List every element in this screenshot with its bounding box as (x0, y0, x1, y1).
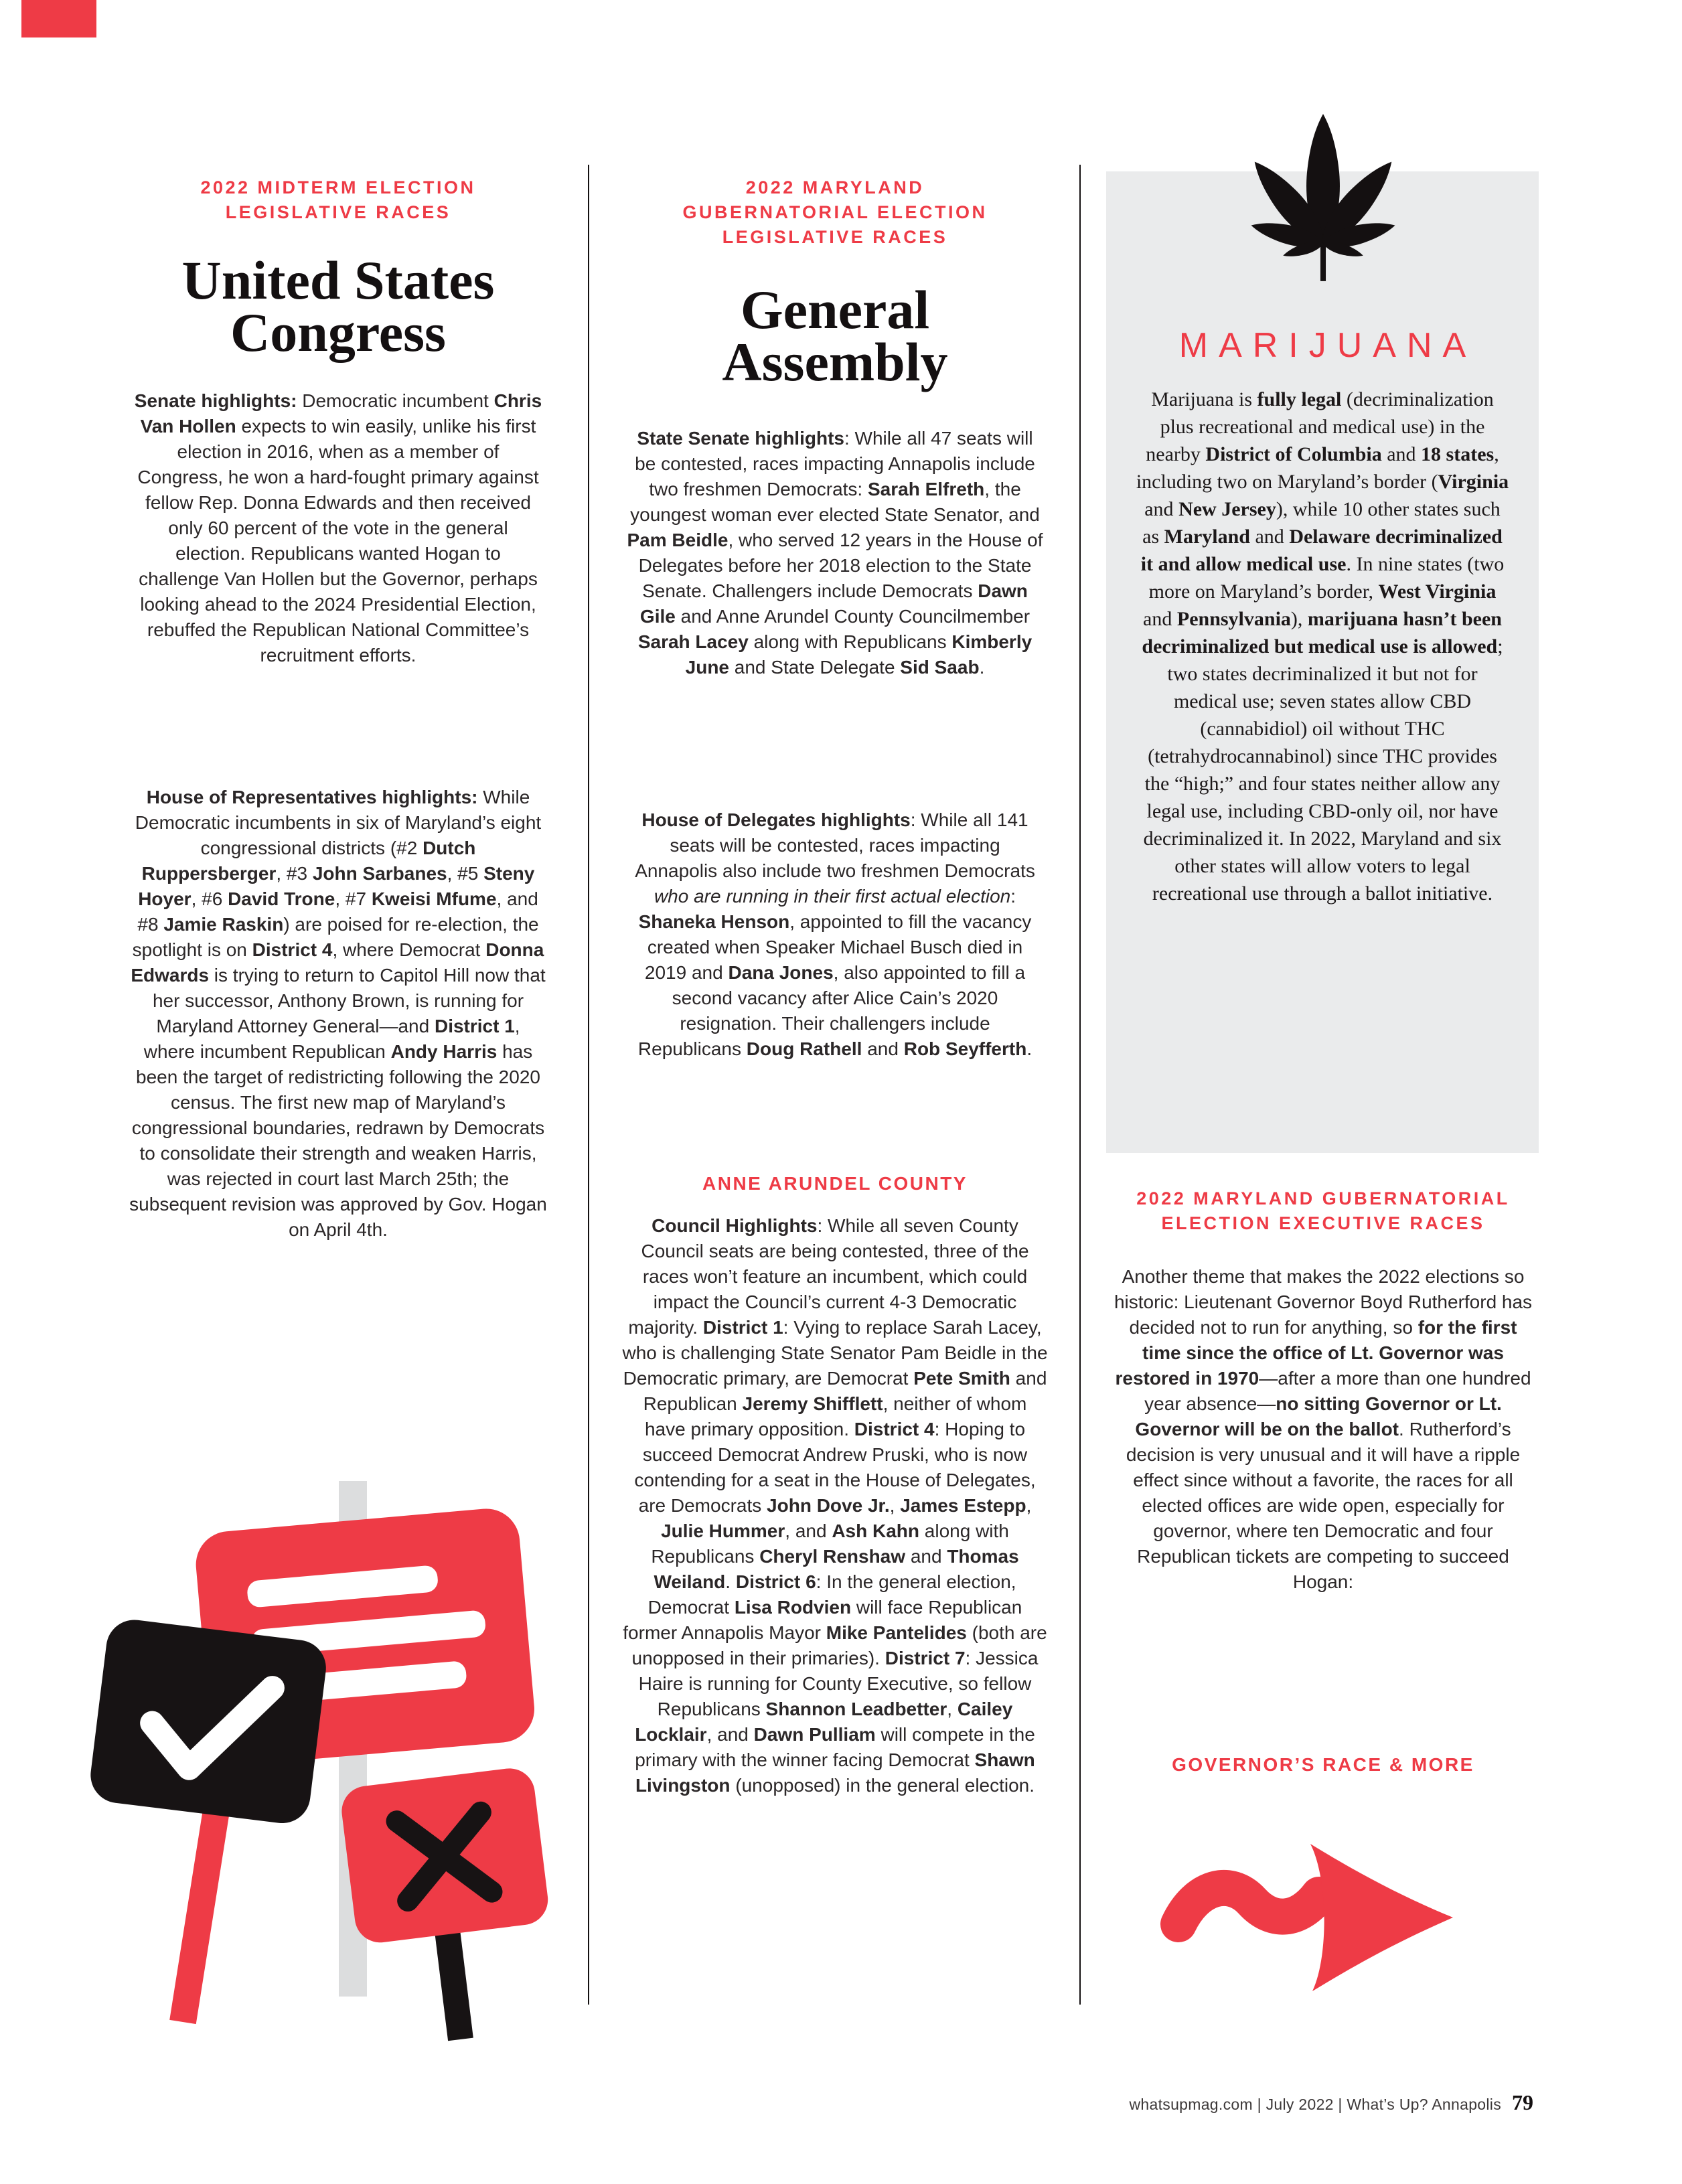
red-corner-mark (21, 0, 96, 37)
governors-race-heading: GOVERNOR’S RACE & MORE (1172, 1754, 1474, 1775)
house-highlights-paragraph: House of Representatives highlights: While Democratic incumbents in six of Maryland’s eight congressional districts (#2 Dutch Ruppersberger, #3 John Sarbanes, #5 Steny Hoyer, #6 David Trone, #7 Kweisi Mfume, and #8 Jamie Raskin) are poised for re-election, the spotlight is on District 4, where Democrat Donna Edwards is trying to return to Capitol Hill now that her successor, Anthony Brown, is running for Maryland Attorney General—and District 1, where incumbent Republican Andy Harris has been the target of redistricting following the 2020 census. The first new map of Maryland’s congressional boundaries, redrawn by Democrats to consolidate their strength and weaken Harris, was rejected in court last March 25th; the subsequent revision was approved by Gov. Hogan on April 4th. (129, 787, 547, 1240)
column-divider-right (1079, 165, 1081, 2005)
marijuana-leaf-icon (1243, 104, 1403, 293)
arrow-head (1310, 1844, 1453, 1991)
left-column-title: United States Congress (181, 250, 495, 363)
marijuana-paragraph: Marijuana is fully legal (decriminalization plus recreational and medical use) in the nearby District of Columbia and 18 states, including two on Maryland’s border (Virginia and New Jersey), while 10 other states such as Maryland and Delaware decriminalized it and allow medical use. In nine states (two more on Maryland’s border, West Virginia and Pennsylvania), marijuana hasn’t been decriminalized but medical use is allowed; two states decriminalized it but not for medical use; seven states allow CBD (cannabidiol) oil without THC (tetrahydrocannabinol) since THC provides the “high;” and four states neither allow any legal use, including CBD-only oil, nor have decriminalized it. In 2022, Maryland and six other states will allow voters to legal recreational use through a ballot initiative. (1136, 388, 1509, 905)
x-sign (339, 1766, 558, 2050)
column-divider-left (588, 165, 589, 2005)
page-footer (1129, 2090, 1533, 2115)
marijuana-heading: MARIJUANA (1178, 326, 1477, 365)
middle-column-title: General Assembly (722, 279, 948, 392)
check-sign (88, 1617, 329, 1826)
sign-pole-red (169, 1795, 232, 2024)
protest-signs-illustration (86, 1481, 558, 2050)
senate-highlights-paragraph: Senate highlights: Democratic incumbent Chris Van Hollen expects to win easily, unlike his first election in 2016, when as a member of Congress, he won a hard-fought primary against fellow Rep. Donna Edwards and then received only 60 percent of the vote in the general election. Republicans wanted Hogan to challenge Van Hollen but the Governor, perhaps looking ahead to the 2024 Presidential Election, rebuffed the Republican National Committee’s recruitment efforts. (134, 390, 542, 666)
executive-races-paragraph: Another theme that makes the 2022 elections so historic: Lieutenant Governor Boyd Rutherford has decided not to run for anything, so for the first time since the office of Lt. Governor was restored in 1970—after a more than one hundred year absence—no sitting Governor or Lt. Governor will be on the ballot. Rutherford’s decision is very unusual and it will have a ripple effect since without a favorite, the races for all elected offices are wide open, especially for governor, where ten Democratic and four Republican tickets are competing to succeed Hogan: (1114, 1266, 1533, 1592)
house-delegates-paragraph: House of Delegates highlights: While all 141 seats will be contested, races impacting Annapolis also include two freshmen Democrats who are running in their first actual election: Shaneka Henson, appointed to fill the vacancy created when Speaker Michael Busch died in 2019 and Dana Jones, also appointed to fill a second vacancy after Alice Cain’s 2020 resignation. Their challengers include Republicans Doug Rathell and Rob Seyfferth. (635, 809, 1035, 1059)
page-number: 79 (1512, 2090, 1533, 2114)
sign-pole-black (434, 1922, 473, 2041)
council-highlights-paragraph: Council Highlights: While all seven County Council seats are being contested, three of the races won’t feature an incumbent, which could impact the Council’s current 4-3 Democratic majority. District 1: Vying to replace Sarah Lacey, who is challenging State Senator Pam Beidle in the Democratic primary, are Democrat Pete Smith and Republican Jeremy Shifflett, neither of whom have primary opposition. District 4: Hoping to succeed Democrat Andrew Pruski, who is now contending for a seat in the House of Delegates, are Democrats John Dove Jr., James Estepp, Julie Hummer, and Ash Kahn along with Republicans Cheryl Renshaw and Thomas Weiland. District 6: In the general election, Democrat Lisa Rodvien will face Republican former Annapolis Mayor Mike Pantelides (both are unopposed in their primaries). District 7: Jessica Haire is running for County Executive, so fellow Republicans Shannon Leadbetter, Cailey Locklair, and Dawn Pulliam will compete in the primary with the winner facing Democrat Shawn Livingston (unopposed) in the general election. (622, 1215, 1048, 1796)
left-column-kicker: 2022 MIDTERM ELECTION LEGISLATIVE RACES (200, 177, 476, 222)
arrow-right-illustration (1160, 1816, 1468, 2017)
executive-races-kicker: 2022 MARYLAND GUBERNATORIAL ELECTION EXECUTIVE RACES (1136, 1188, 1510, 1233)
footer-credit: whatsupmag.com | July 2022 | What’s Up? Annapolis (1129, 2096, 1501, 2113)
middle-column-kicker: 2022 MARYLAND GUBERNATORIAL ELECTION LEGISLATIVE RACES (682, 177, 988, 247)
anne-arundel-county-heading: ANNE ARUNDEL COUNTY (702, 1173, 968, 1194)
state-senate-paragraph: State Senate highlights: While all 47 seats will be contested, races impacting Annapolis include two freshmen Democrats: Sarah Elfreth, the youngest woman ever elected State Senator, and Pam Beidle, who served 12 years in the House of Delegates before her 2018 election to the State Senate. Challengers include Democrats Dawn Gile and Anne Arundel County Councilmember Sarah Lacey along with Republicans Kimberly June and State Delegate Sid Saab. (627, 428, 1043, 678)
arrow-tail (1178, 1888, 1319, 1924)
